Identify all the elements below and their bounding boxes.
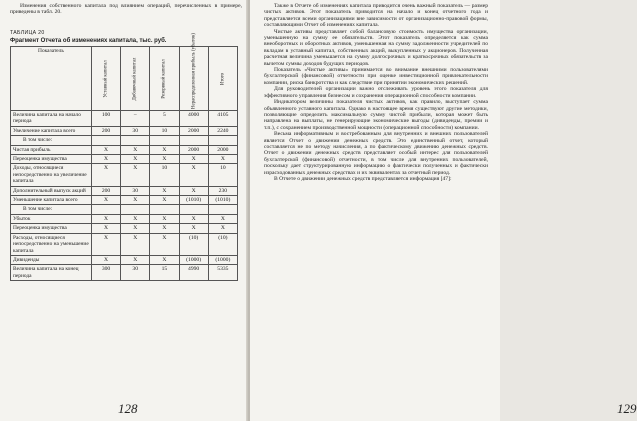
row-value: (1010) — [208, 196, 237, 205]
header-additional-capital-label: Добавочный капитал — [132, 57, 138, 100]
row-value — [150, 136, 179, 145]
row-value: – — [121, 111, 150, 127]
table-row — [11, 233, 238, 255]
row-value: 2000 — [179, 145, 208, 154]
row-value: X — [150, 255, 179, 264]
row-value: X — [208, 155, 237, 164]
row-value — [91, 136, 120, 145]
row-value: X — [121, 255, 150, 264]
row-value: 10 — [150, 164, 179, 186]
table-row — [11, 126, 238, 135]
intro-paragraph — [10, 3, 242, 16]
row-value: X — [150, 145, 179, 154]
row-value: X — [121, 233, 150, 255]
paragraph: В Отчете о движении денежных средств представляется информация [47]: — [274, 175, 452, 182]
paragraph: Индикатором величины показателя чистых активов, как правило, выступает сумма объявленного уставного капитала. Однако в настоящее время существуют другие методики, позволяющие определить максимальную сумму чистой прибыли, которая может быть направлена на выплаты, не генерирующие экономические выгоды (дивиденды, премии и т.п.), с сохранением производственной мощности (операционной способности) компании. — [264, 99, 488, 131]
row-value: 10 — [150, 126, 179, 135]
row-value: 4000 — [179, 111, 208, 127]
intro-text: Изменения собственного капитала под влиянием операций, перечисленных в примере, приведены в табл. 20. — [10, 3, 242, 16]
row-value: X — [179, 186, 208, 195]
table-row — [11, 136, 238, 145]
row-value — [121, 136, 150, 145]
paragraph: Весьма информативным и востребованным для внутренних и внешних пользователей является Отчет о движении денежных средств. Это единственный отчет, который составляется не по методу начисления, а по фактическому движению денежных средств. Отчет о движении денежных средств представляет особый интерес для пользователей бухгалтерской (финансовой) отчетности, в том числе для внутренних пользователей, поскольку дает структурированную информацию о фактически полученных и фактически израсходованных денежных средствах и их эквивалентах за отчетный период. — [264, 131, 488, 176]
row-value: X — [91, 224, 120, 233]
row-value: X — [91, 145, 120, 154]
table-row — [11, 186, 238, 195]
row-value: (1000) — [208, 255, 237, 264]
row-label: Доходы, относящиеся непосредственно на увеличение капитала — [11, 164, 92, 186]
row-value: 4105 — [208, 111, 237, 127]
table-row — [11, 265, 238, 281]
row-value: X — [91, 155, 120, 164]
row-value: X — [179, 164, 208, 186]
row-value: X — [121, 145, 150, 154]
header-reserve-capital — [150, 47, 179, 111]
row-value: X — [91, 214, 120, 223]
row-value — [208, 205, 237, 214]
row-value: 100 — [91, 111, 120, 127]
row-value: 230 — [208, 186, 237, 195]
right-page — [250, 0, 637, 421]
row-value: 30 — [121, 265, 150, 281]
paragraph: Для руководителей организации важно отслеживать уровень этого показателя для эффективного управления бизнесом и сохранения операционной способности компании. — [264, 86, 488, 99]
paragraph: Также в Отчете об изменениях капитала приводится очень важный показатель — размер чистых активов. Этот показатель приводится на начало и конец отчетного года и представляется всеми организациями вне зависимости от организационно-правовой формы, составляющими Отчет об изменениях капитала. — [264, 3, 488, 29]
header-charter-capital — [91, 47, 120, 111]
row-value: (10) — [208, 233, 237, 255]
row-value: 5335 — [208, 265, 237, 281]
row-label: Переоценка имущества — [11, 155, 92, 164]
row-value: X — [91, 196, 120, 205]
row-value — [208, 136, 237, 145]
row-label: Увеличение капитала всего — [11, 126, 92, 135]
row-value: X — [179, 224, 208, 233]
row-value: X — [121, 224, 150, 233]
row-value: (10) — [179, 233, 208, 255]
row-value — [91, 205, 120, 214]
table-caption: Фрагмент Отчета об изменениях капитала, тыс. руб. — [10, 38, 167, 44]
row-value: X — [179, 155, 208, 164]
table-label: ТАБЛИЦА 20 — [10, 30, 45, 36]
row-value: X — [208, 224, 237, 233]
table-row — [11, 111, 238, 127]
row-value: X — [150, 224, 179, 233]
row-value — [150, 205, 179, 214]
row-value: X — [179, 214, 208, 223]
row-value: 15 — [150, 265, 179, 281]
row-value: X — [150, 155, 179, 164]
row-value — [179, 136, 208, 145]
row-label: Чистая прибыль — [11, 145, 92, 154]
row-label: Уменьшение капитала всего — [11, 196, 92, 205]
row-label: Расходы, относящиеся непосредственно на уменьшение капитала — [11, 233, 92, 255]
row-value: 2000 — [208, 145, 237, 154]
row-value: X — [121, 214, 150, 223]
table-row — [11, 205, 238, 214]
header-total — [208, 47, 237, 111]
row-value: 300 — [91, 265, 120, 281]
table-body — [11, 111, 238, 281]
header-retained-earnings — [179, 32, 208, 111]
header-retained-earnings-label: Нераспределенная прибыль (убыток) — [191, 32, 197, 109]
row-value: X — [121, 196, 150, 205]
table-row — [11, 145, 238, 154]
row-value: 5 — [150, 111, 179, 127]
row-label: Величина капитала на начало периода — [11, 111, 92, 127]
row-value: X — [91, 255, 120, 264]
row-value — [121, 205, 150, 214]
row-value: X — [121, 164, 150, 186]
row-label: В том числе: — [11, 136, 92, 145]
row-label: Величина капитала на конец периода — [11, 265, 92, 281]
table-header-row — [11, 47, 238, 111]
row-value: X — [150, 186, 179, 195]
row-value: (1000) — [179, 255, 208, 264]
row-value: X — [91, 164, 120, 186]
table-row — [11, 164, 238, 186]
table-row — [11, 196, 238, 205]
table-row — [11, 255, 238, 264]
paragraph: Чистые активы представляет собой балансовую стоимость имущества организации, уменьшенную на сумму ее обязательств. Этот показатель определяется как сумма внеоборотных и оборотных активов, уменьшенная на сумму задолженности учредителей по вкладам в уставный капитал, собственных акций, выкупленных у акционеров. Полученная расчетная величина уменьшается на сумму долгосрочных и краткосрочных обязательств за вычетом суммы доходов будущих периодов. — [264, 28, 488, 67]
row-value: (1010) — [179, 196, 208, 205]
row-value: X — [91, 233, 120, 255]
header-indicator: Показатель — [11, 47, 92, 111]
right-page-text — [264, 3, 488, 182]
row-value: X — [208, 214, 237, 223]
row-value: X — [150, 196, 179, 205]
row-label: Дополнительный выпуск акций — [11, 186, 92, 195]
row-label: Переоценка имущества — [11, 224, 92, 233]
header-reserve-capital-label: Резервный капитал — [161, 58, 167, 99]
row-value: 30 — [121, 126, 150, 135]
row-value: X — [150, 233, 179, 255]
page-number-right: 129 — [617, 401, 637, 416]
header-total-label: Итого — [220, 72, 226, 85]
table-row — [11, 224, 238, 233]
row-value: 10 — [208, 164, 237, 186]
row-value: 4990 — [179, 265, 208, 281]
page-number-left: 128 — [118, 401, 138, 416]
row-value — [179, 205, 208, 214]
row-value: 200 — [91, 126, 120, 135]
row-value: 2000 — [179, 126, 208, 135]
row-value: 2240 — [208, 126, 237, 135]
paragraph: Показатель «Чистые активы» принимается во внимание внешними пользователями бухгалтерской (финансовой) отчетности при оценке инвестиционной привлекательности компании, риска банкротства и как следствие при принятии экономических решений. — [264, 67, 488, 86]
row-value: 200 — [91, 186, 120, 195]
row-label: В том числе: — [11, 205, 92, 214]
header-additional-capital — [121, 47, 150, 111]
row-label: Убыток — [11, 214, 92, 223]
header-charter-capital-label: Уставный капитал — [103, 59, 109, 98]
row-value: 30 — [121, 186, 150, 195]
row-value: X — [121, 155, 150, 164]
row-label: Дивиденды — [11, 255, 92, 264]
left-page — [0, 0, 248, 421]
table-row — [11, 155, 238, 164]
row-value: X — [150, 214, 179, 223]
table-row — [11, 214, 238, 223]
